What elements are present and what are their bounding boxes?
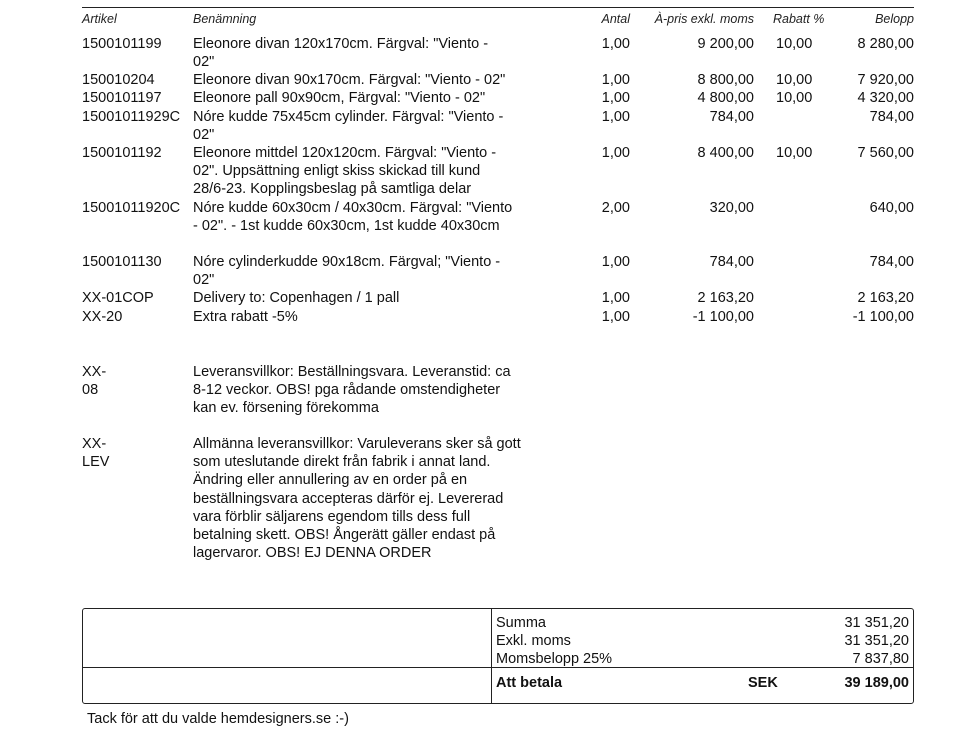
totals-divider (491, 609, 492, 703)
note-article: XX-LEV (82, 436, 110, 471)
line-quantity: 1,00 (601, 309, 630, 325)
total-due-value: 39 189,00 (844, 675, 909, 691)
line-description: Nóre kudde 60x30cm / 40x30cm. Färgval: "Viento - 02". - 1st kudde 60x30cm, 1st kudde 40x30cm (193, 200, 513, 234)
col-unit-price: À-pris exkl. moms (654, 12, 754, 26)
line-description: Eleonore divan 120x170cm. Färgval: "Viento - 02" (193, 36, 489, 70)
line-article: 1500101130 (82, 254, 162, 270)
line-amount: 640,00 (869, 200, 914, 216)
line-discount: 10,00 (776, 90, 813, 106)
line-description: Nóre cylinderkudde 90x18cm. Färgval; "Viento - 02" (193, 254, 501, 288)
line-quantity: 1,00 (601, 290, 630, 306)
thank-you-text: Tack för att du valde hemdesigners.se :-) (87, 711, 349, 727)
line-article: XX-01COP (82, 290, 154, 306)
line-amount: 8 280,00 (857, 36, 914, 52)
currency: SEK (748, 675, 778, 691)
line-article: 15001011929C (82, 109, 181, 125)
line-description: Extra rabatt -5% (193, 309, 298, 325)
line-description: Nóre kudde 75x45cm cylinder. Färgval: "Viento - 02" (193, 109, 504, 143)
line-article: 1500101192 (82, 145, 162, 161)
line-quantity: 1,00 (601, 109, 630, 125)
line-quantity: 1,00 (601, 254, 630, 270)
line-unit-price: 320,00 (709, 200, 754, 216)
line-quantity: 1,00 (601, 90, 630, 106)
col-description: Benämning (193, 12, 257, 26)
line-article: 1500101199 (82, 36, 162, 52)
excl-vat-label: Exkl. moms (496, 633, 571, 649)
line-unit-price: 8 400,00 (697, 145, 754, 161)
vat-label: Momsbelopp 25% (496, 651, 613, 667)
line-unit-price: 784,00 (709, 109, 754, 125)
line-unit-price: 8 800,00 (697, 72, 754, 88)
sum-value: 31 351,20 (844, 615, 909, 631)
col-quantity: Antal (601, 12, 630, 26)
line-unit-price: 9 200,00 (697, 36, 754, 52)
sum-label: Summa (496, 615, 546, 631)
line-description: Eleonore pall 90x90cm, Färgval: "Viento - 02" (193, 90, 486, 106)
note-text: Leveransvillkor: Beställningsvara. Leveranstid: ca 8-12 veckor. OBS! pga rådande omstendigheter kan ev. försening förekomma (193, 364, 511, 417)
line-article: 150010204 (82, 72, 155, 88)
line-quantity: 1,00 (601, 145, 630, 161)
line-article: 1500101197 (82, 90, 162, 106)
line-quantity: 1,00 (601, 72, 630, 88)
total-due-label: Att betala (496, 675, 563, 691)
line-unit-price: 2 163,20 (697, 290, 754, 306)
excl-vat-value: 31 351,20 (844, 633, 909, 649)
col-article: Artikel (82, 12, 117, 26)
vat-value: 7 837,80 (852, 651, 909, 667)
col-amount: Belopp (875, 12, 914, 26)
line-amount: 4 320,00 (857, 90, 914, 106)
line-unit-price: -1 100,00 (692, 309, 754, 325)
line-quantity: 2,00 (601, 200, 630, 216)
line-unit-price: 784,00 (709, 254, 754, 270)
line-article: XX-20 (82, 309, 123, 325)
line-discount: 10,00 (776, 145, 813, 161)
line-amount: 2 163,20 (857, 290, 914, 306)
col-discount: Rabatt % (773, 12, 825, 26)
line-amount: 784,00 (869, 109, 914, 125)
line-discount: 10,00 (776, 36, 813, 52)
line-description: Delivery to: Copenhagen / 1 pall (193, 290, 400, 306)
line-article: 15001011920C (82, 200, 181, 216)
line-amount: 7 560,00 (857, 145, 914, 161)
line-unit-price: 4 800,00 (697, 90, 754, 106)
header-rule (82, 7, 914, 8)
line-description: Eleonore divan 90x170cm. Färgval: "Viento - 02" (193, 72, 506, 88)
note-article: XX-08 (82, 364, 107, 399)
line-description: Eleonore mittdel 120x120cm. Färgval: "Viento - 02". Uppsättning enligt skiss skickad till kund 28/6-23. Kopplingsbeslag på samtliga delar (193, 145, 497, 197)
note-text: Allmänna leveransvillkor: Varuleverans sker så gott som uteslutande direkt från fabrik i annat land. Ändring eller annullering av en order på en beställningsvara accepteras därför ej. Levererad vara förblir säljarens egendom tills dess full betalning skett. OBS! Ångerätt gäller endast på lagervaror. OBS! EJ DENNA ORDER (193, 436, 521, 562)
line-amount: -1 100,00 (852, 309, 914, 325)
line-amount: 784,00 (869, 254, 914, 270)
line-amount: 7 920,00 (857, 72, 914, 88)
totals-box (82, 608, 914, 704)
line-quantity: 1,00 (601, 36, 630, 52)
line-discount: 10,00 (776, 72, 813, 88)
